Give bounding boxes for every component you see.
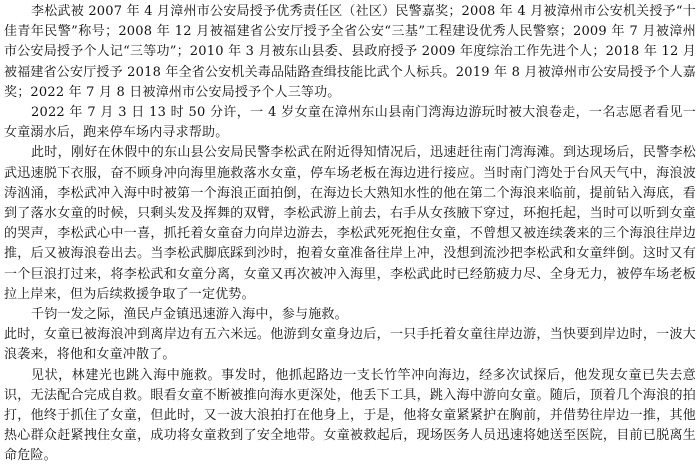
paragraph-incident: 2022 年 7 月 3 日 13 时 50 分许，一 4 岁女童在漳州东山县南门湾海边游玩时被大浪卷走，一名志愿者看见一女童溺水后，跑来停车场内寻求帮助。 bbox=[4, 105, 696, 141]
paragraph-separated: 此时，女童已被海浪冲到离岸边有五六米远。他游到女童身边后，一只手托着女童往岸边游，当快要到岸边时，一波大浪袭来，将他和女童冲散了。 bbox=[4, 327, 696, 363]
paragraph-rescue-attempt: 此时，刚好在休假中的东山县公安局民警李松武在附近得知情况后，迅速赶往南门湾海滩。到达现场后，民警李松武迅速脱下衣服，奋不顾身冲向海里施救落水女童，停车场老板在海边进行接应。当时南门湾处于台风天气中，海浪波涛汹涌，李松武冲入海中时被第一个海浪正面拍倒，在海边长大熟知水性的他在第二个海浪来临前，提前钻入海底，看到了落水女童的时候，只剩头发及挥舞的双臂，李松武游上前去，右手从女孩腋下穿过，环抱托起，当时可以听到女童的哭声，李松武心中一喜，抓托着女童奋力向岸边游去，李松武死死抱住女童，不曾想又被连续袭来的三个海浪往岸边推，后又被海浪卷出去。当李松武脚底踩到沙时，抱着女童准备往岸上冲，没想到流沙把李松武和女童绊倒。这时又有一个巨浪打过来，将李松武和女童分离，女童又再次被冲入海里，李松武此时已经筋疲力尽、全身无力，被停车场老板拉上岸来，但为后续救援争取了一定优势。 bbox=[4, 145, 696, 302]
paragraph-final-rescue: 见状，林建光也跳入海中施救。事发时，他抓起路边一支长竹竿冲向海边，经多次试探后，他发现女童已失去意识，无法配合完成自救。眼看女童不断被推向海水更深处，他丢下工具，跳入海中游向女童。随后，顶着几个海浪的拍打，他终于抓住了女童，但此时，又一波大浪拍打在他身上，于是，他将女童紧紧护在胸前，并借势往岸边一推，其他热心群众赶紧拽住女童，成功将女童救到了安全地带。女童被救起后，现场医务人员迅速将她送至医院，目前已脱离生命危险。 bbox=[4, 367, 696, 464]
paragraph-awards: 李松武被 2007 年 4 月漳州市公安局授予优秀责任区（社区）民警嘉奖；2008 年 4 月被漳州市公安机关授予“十佳青年民警”称号；2008 年 12 月被福建省公安厅授予全省公安“三基”工程建设优秀人民警察；2009 年 7 月被漳州市公安局授予个人记“三等功”；2010 年 3 月被东山县委、县政府授予 2009 年度综治工作先进个人；2018 年 12 月被福建省公安厅授予 2018 年全省公安机关毒品陆路查缉技能比武个人标兵。2019 年 8 月被漳州市公安局授予个人嘉奖；2022 年 7 月 8 日被漳州市公安局授予个人三等功。 bbox=[4, 4, 696, 100]
paragraph-fisherman: 千钧一发之际，渔民卢金镇迅速游入海中，参与施救。 bbox=[31, 307, 348, 323]
